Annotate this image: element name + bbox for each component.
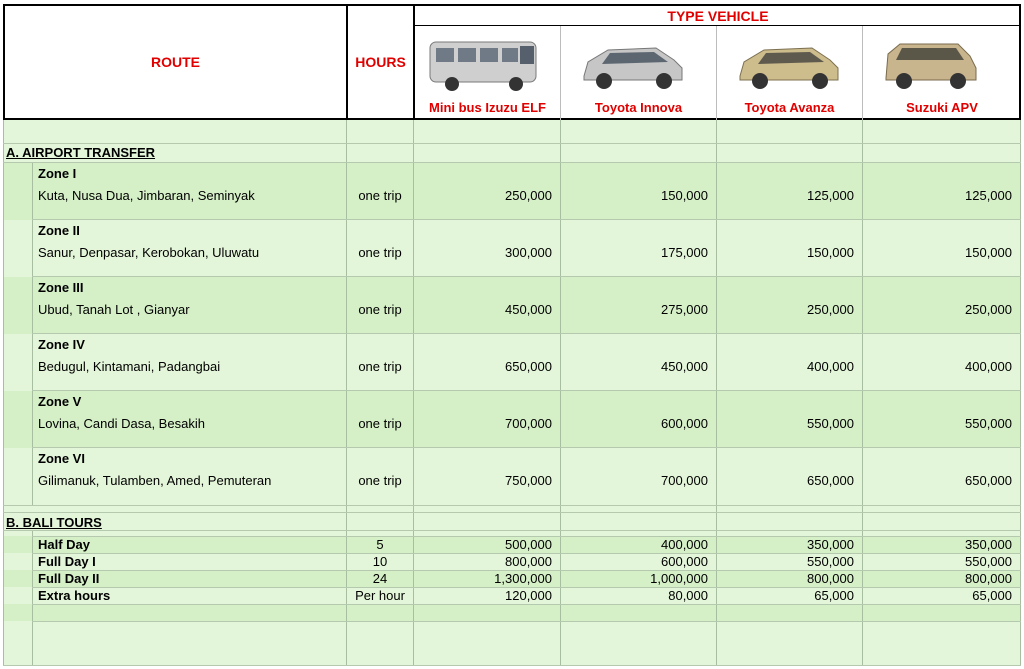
- zone-hours: one trip: [358, 302, 402, 317]
- price-cell: 650,000: [965, 473, 1012, 488]
- tour-hours: Per hour: [355, 588, 405, 603]
- price-cell: 1,300,000: [494, 571, 552, 586]
- zone-name: Zone VI: [38, 451, 85, 466]
- zone-areas: Bedugul, Kintamani, Padangbai: [38, 359, 221, 374]
- vehicle-name-4: Suzuki APV: [906, 99, 978, 115]
- price-cell: 80,000: [668, 588, 708, 603]
- price-cell: 400,000: [807, 359, 854, 374]
- tour-name: Half Day: [38, 537, 91, 552]
- price-cell: 120,000: [505, 588, 552, 603]
- section-a-title: A. AIRPORT TRANSFER: [6, 145, 156, 160]
- apv-image: [878, 34, 982, 94]
- grid-vline: [1020, 120, 1021, 666]
- zone-hours: one trip: [358, 473, 402, 488]
- zone-hours: one trip: [358, 188, 402, 203]
- tour-hours: 24: [372, 571, 388, 586]
- grid-vline: [3, 120, 4, 666]
- grid-hline: [32, 390, 1021, 391]
- price-cell: 350,000: [965, 537, 1012, 552]
- tour-name: Full Day I: [38, 554, 96, 569]
- price-cell: 800,000: [505, 554, 552, 569]
- grid-hline: [32, 604, 1021, 605]
- tour-band: [3, 604, 1021, 621]
- price-cell: 65,000: [814, 588, 854, 603]
- zone-name: Zone I: [38, 166, 77, 181]
- price-cell: 250,000: [807, 302, 854, 317]
- price-cell: 600,000: [661, 554, 708, 569]
- price-cell: 450,000: [505, 302, 552, 317]
- price-cell: 125,000: [807, 188, 854, 203]
- zone-name: Zone V: [38, 394, 82, 409]
- price-cell: 175,000: [661, 245, 708, 260]
- zone-areas: Gilimanuk, Tulamben, Amed, Pemuteran: [38, 473, 272, 488]
- price-cell: 800,000: [807, 571, 854, 586]
- price-cell: 650,000: [807, 473, 854, 488]
- grid-hline: [3, 505, 1021, 506]
- zone-hours: one trip: [358, 359, 402, 374]
- grid-hline: [3, 530, 1021, 531]
- zone-hours: one trip: [358, 416, 402, 431]
- price-cell: 150,000: [965, 245, 1012, 260]
- price-cell: 250,000: [505, 188, 552, 203]
- price-cell: 700,000: [661, 473, 708, 488]
- price-cell: 125,000: [965, 188, 1012, 203]
- tour-hours: 10: [372, 554, 388, 569]
- zone-areas: Kuta, Nusa Dua, Jimbaran, Seminyak: [38, 188, 255, 203]
- grid-hline: [3, 162, 1021, 163]
- zone-areas: Ubud, Tanah Lot , Gianyar: [38, 302, 190, 317]
- tour-name: Full Day II: [38, 571, 100, 586]
- zone-name: Zone II: [38, 223, 80, 238]
- price-cell: 150,000: [661, 188, 708, 203]
- innova-image: [578, 34, 688, 94]
- price-cell: 350,000: [807, 537, 854, 552]
- price-cell: 300,000: [505, 245, 552, 260]
- price-cell: 550,000: [807, 554, 854, 569]
- grid-hline: [32, 333, 1021, 334]
- price-cell: 800,000: [965, 571, 1012, 586]
- price-cell: 65,000: [972, 588, 1012, 603]
- type-vehicle-underline: [414, 25, 1021, 26]
- route-header: ROUTE: [151, 54, 200, 70]
- tour-hours: 5: [376, 537, 384, 552]
- price-cell: 550,000: [965, 416, 1012, 431]
- price-cell: 275,000: [661, 302, 708, 317]
- avanza-image: [734, 34, 844, 94]
- price-cell: 750,000: [505, 473, 552, 488]
- type-vehicle-header: TYPE VEHICLE: [667, 7, 769, 24]
- price-cell: 400,000: [965, 359, 1012, 374]
- grid-hline: [3, 143, 1021, 144]
- section-b-title: B. BALI TOURS: [6, 515, 102, 530]
- grid-vline: [32, 530, 33, 666]
- price-cell: 1,000,000: [650, 571, 708, 586]
- zone-areas: Lovina, Candi Dasa, Besakih: [38, 416, 205, 431]
- grid-hline: [32, 621, 1021, 622]
- price-cell: 650,000: [505, 359, 552, 374]
- price-cell: 550,000: [807, 416, 854, 431]
- price-cell: 700,000: [505, 416, 552, 431]
- price-cell: 150,000: [807, 245, 854, 260]
- grid-hline: [3, 512, 1021, 513]
- vehicle-name-1: Mini bus Izuzu ELF: [429, 99, 546, 115]
- grid-hline: [3, 665, 1021, 666]
- price-cell: 500,000: [505, 537, 552, 552]
- hours-header: HOURS: [355, 54, 406, 70]
- zone-name: Zone III: [38, 280, 84, 295]
- zone-areas: Sanur, Denpasar, Kerobokan, Uluwatu: [38, 245, 260, 260]
- grid-hline: [32, 447, 1021, 448]
- grid-hline: [32, 219, 1021, 220]
- price-cell: 550,000: [965, 554, 1012, 569]
- vehicle-name-3: Toyota Avanza: [744, 99, 835, 115]
- zone-name: Zone IV: [38, 337, 85, 352]
- zone-hours: one trip: [358, 245, 402, 260]
- price-cell: 400,000: [661, 537, 708, 552]
- grid-hline: [32, 276, 1021, 277]
- grid-vline: [32, 163, 33, 506]
- price-cell: 250,000: [965, 302, 1012, 317]
- price-cell: 600,000: [661, 416, 708, 431]
- price-cell: 450,000: [661, 359, 708, 374]
- vehicle-name-2: Toyota Innova: [594, 99, 683, 115]
- minibus-image: [424, 34, 544, 94]
- tour-name: Extra hours: [38, 588, 111, 603]
